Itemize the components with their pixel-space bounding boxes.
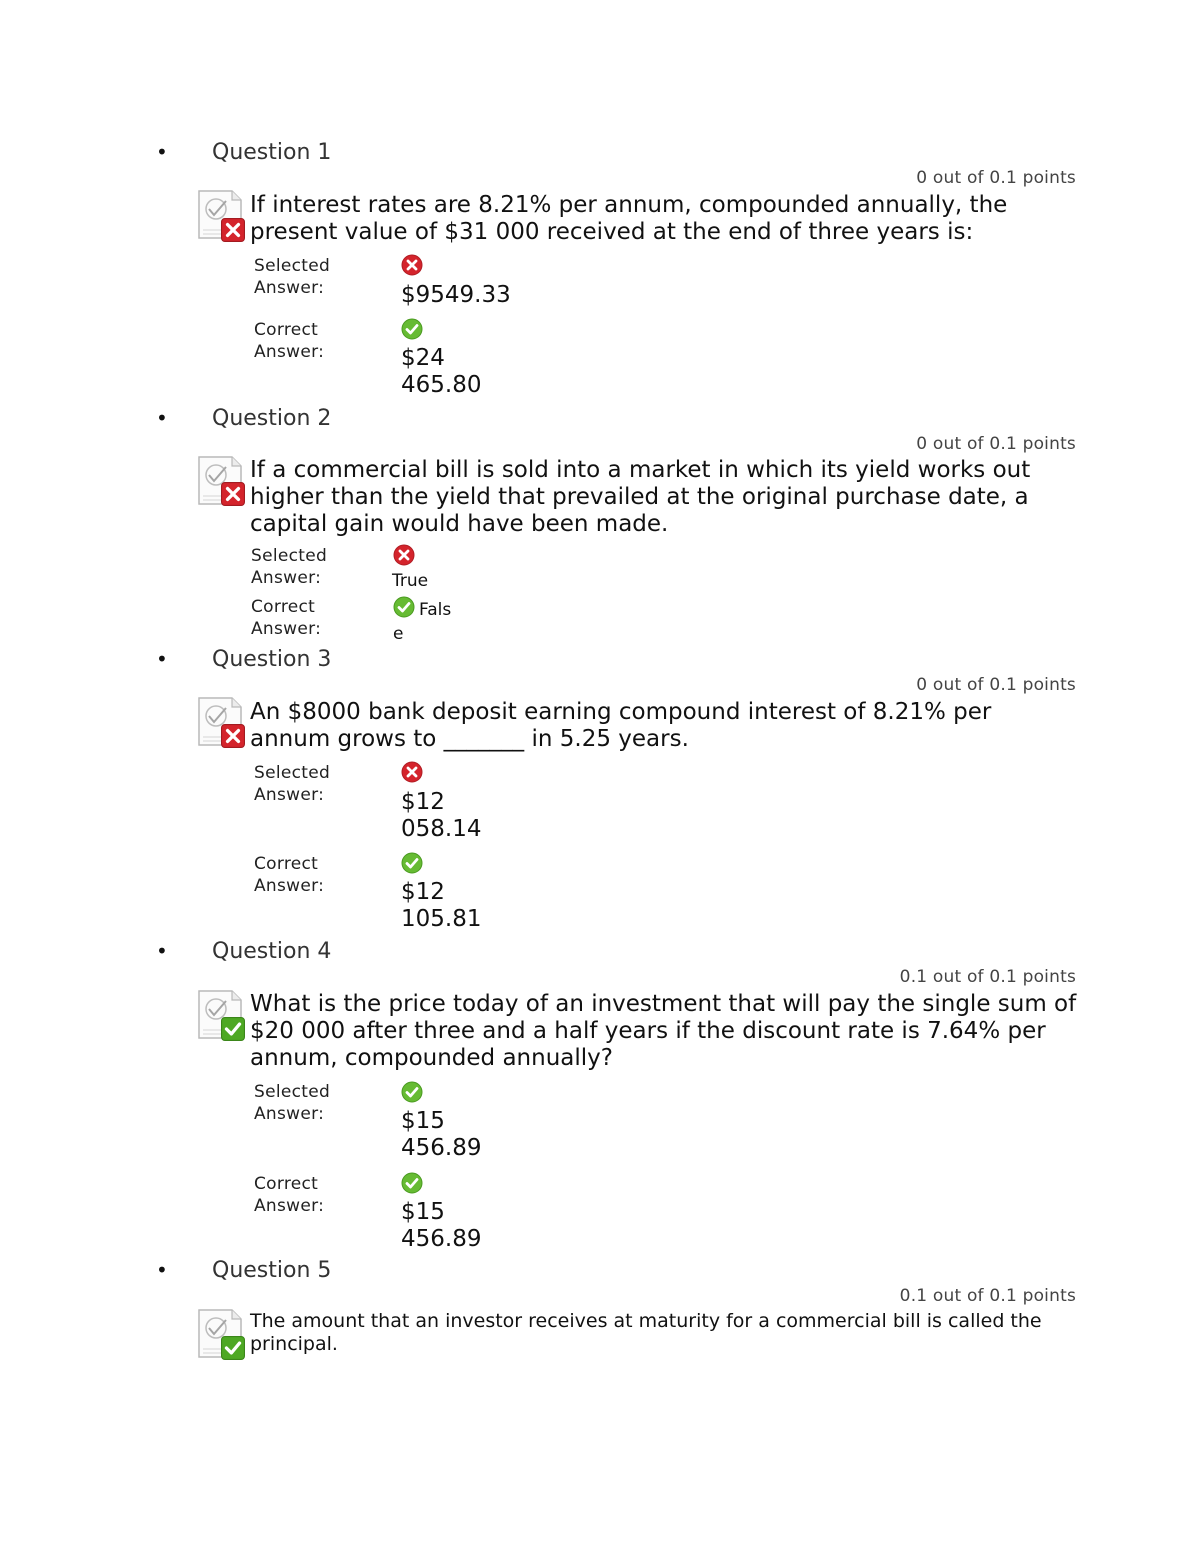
- question-text: An $8000 bank deposit earning compound interest of 8.21% per annum grows to _______ in 5.25 years.: [250, 699, 992, 752]
- correct-answer-value: $12 105.81: [401, 879, 482, 932]
- question-points: 0.1 out of 0.1 points: [899, 967, 1076, 987]
- checkmark-icon: [401, 852, 423, 874]
- question-title: Question 2: [212, 406, 332, 431]
- x-mark-icon: [401, 254, 423, 276]
- checkmark-icon: [221, 1017, 245, 1041]
- question-text: The amount that an investor receives at maturity for a commercial bill is called the principal.: [250, 1310, 1042, 1355]
- selected-answer-value: $9549.33: [401, 282, 511, 308]
- checkmark-icon: [393, 596, 415, 618]
- selected-answer-label: Selected Answer:: [254, 763, 331, 805]
- checkmark-icon: [401, 1172, 423, 1194]
- list-bullet: •: [156, 140, 168, 164]
- x-mark-icon: [221, 482, 245, 506]
- x-mark-icon: [221, 218, 245, 242]
- question-title: Question 5: [212, 1258, 332, 1283]
- list-bullet: •: [156, 939, 168, 963]
- question-title: Question 4: [212, 939, 332, 964]
- question-points: 0.1 out of 0.1 points: [899, 1286, 1076, 1306]
- correct-answer-label: Correct Answer:: [254, 1174, 325, 1216]
- selected-answer-value: $12 058.14: [401, 789, 482, 842]
- question-text: What is the price today of an investment that will pay the single sum of $20 000 after three and a half years if the discount rate is 7.64% per annum, compounded annually?: [250, 991, 1077, 1071]
- x-mark-icon: [221, 724, 245, 748]
- correct-answer-label: Correct Answer:: [251, 597, 322, 639]
- selected-answer-label: Selected Answer:: [251, 546, 328, 588]
- question-title: Question 1: [212, 140, 332, 165]
- correct-answer-value-cont: e: [393, 624, 404, 644]
- question-text: If a commercial bill is sold into a market in which its yield works out higher than the yield that prevailed at the original purchase date, a capital gain would have been made.: [250, 457, 1031, 537]
- correct-answer-value: Fals: [419, 600, 452, 620]
- question-text: If interest rates are 8.21% per annum, compounded annually, the present value of $31 000 received at the end of three years is:: [250, 192, 1008, 245]
- correct-answer-value: $15 456.89: [401, 1199, 482, 1252]
- x-mark-icon: [401, 761, 423, 783]
- checkmark-icon: [221, 1336, 245, 1360]
- checkmark-icon: [401, 1081, 423, 1103]
- list-bullet: •: [156, 406, 168, 430]
- question-points: 0 out of 0.1 points: [916, 434, 1076, 454]
- selected-answer-label: Selected Answer:: [254, 256, 331, 298]
- correct-answer-label: Correct Answer:: [254, 854, 325, 896]
- correct-answer-value: $24 465.80: [401, 345, 482, 398]
- selected-answer-value: True: [392, 571, 429, 591]
- selected-answer-value: $15 456.89: [401, 1108, 482, 1161]
- list-bullet: •: [156, 1258, 168, 1282]
- question-points: 0 out of 0.1 points: [916, 168, 1076, 188]
- selected-answer-label: Selected Answer:: [254, 1082, 331, 1124]
- list-bullet: •: [156, 647, 168, 671]
- correct-answer-label: Correct Answer:: [254, 320, 325, 362]
- question-title: Question 3: [212, 647, 332, 672]
- question-points: 0 out of 0.1 points: [916, 675, 1076, 695]
- checkmark-icon: [401, 318, 423, 340]
- x-mark-icon: [393, 544, 415, 566]
